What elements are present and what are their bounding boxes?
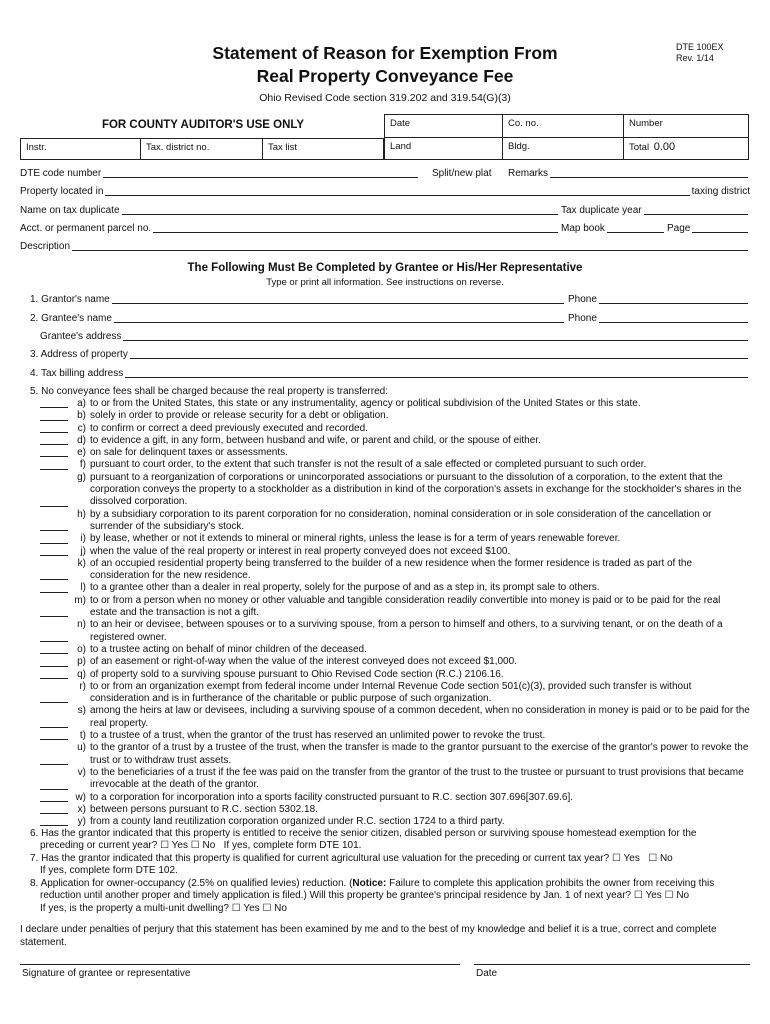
- exemption-letter: i): [80, 533, 86, 545]
- auditor-instr-cell[interactable]: [20, 138, 141, 160]
- exemption-text: to the beneficiaries of a trust if the fee was paid on the transfer from the grantor of the trust to the trustee or pursuant to trust provisions that became irrevocable at the death of the grantor.: [90, 766, 744, 791]
- exemption-text: to the grantor of a trust by a trustee of the trust, when the transfer is made to the grantor pursuant to the exercise of the grantor's power to revoke the trust or to withdraw trust assets.: [90, 742, 749, 766]
- exemption-text: to a trustee of a trust, when the grantor of the trust has reserved an unlimited power to revoke the trust.: [90, 730, 546, 742]
- exemption-item: [40, 619, 750, 644]
- exemption-item: [40, 595, 750, 620]
- map-book-label: Map book: [561, 223, 605, 234]
- exemption-letter: u): [77, 742, 86, 754]
- property-located-field[interactable]: [20, 186, 750, 198]
- dte-code-field[interactable]: [20, 168, 420, 180]
- exemption-text: to evidence a gift, in any form, between husband and wife, or parent and child, or the spouse of either.: [90, 434, 541, 446]
- form-id: [676, 42, 724, 64]
- question-8-no-checkbox[interactable]: ☐ No: [664, 890, 690, 902]
- exemption-letter: m): [74, 594, 86, 606]
- grantee-name-field[interactable]: [30, 313, 566, 325]
- exemption-checkmark-blank[interactable]: [40, 398, 71, 410]
- number-label: Number: [629, 118, 663, 129]
- exemption-text: to confirm or correct a deed previously executed and recorded.: [90, 422, 368, 434]
- exemption-item: [40, 767, 750, 792]
- exemption-item: [40, 644, 750, 656]
- exemption-letter: y): [77, 816, 86, 828]
- auditor-total-cell[interactable]: [624, 138, 749, 160]
- page-field[interactable]: [667, 223, 750, 235]
- tax-dup-year-label: Tax duplicate year: [561, 205, 642, 216]
- grantee-address-label: Grantee's address: [40, 331, 122, 342]
- exemption-checkmark-blank[interactable]: [40, 595, 71, 620]
- exemption-text: to a corporation for incorporation into a sports facility constructed pursuant to R.C. section 307.696[307.69.6].: [90, 791, 574, 803]
- grantor-phone-field[interactable]: [568, 294, 750, 306]
- exemption-item: [40, 459, 750, 471]
- tax-dup-year-field[interactable]: [561, 205, 750, 217]
- acct-parcel-field[interactable]: [20, 223, 560, 235]
- exemption-checkmark-blank[interactable]: [40, 804, 71, 816]
- exemption-text: of an occupied residential property being transferred to the builder of a new residence when the former residence is traded as part of the consideration for the new residence.: [90, 557, 693, 582]
- form-title-line1: Statement of Reason for Exemption From: [212, 43, 558, 63]
- exemption-item: [40, 705, 750, 730]
- property-located-label: Property located in: [20, 186, 104, 197]
- exemption-list: [40, 398, 750, 828]
- split-new-plat-label: Split/new plat: [432, 168, 492, 179]
- form-title-line2: Real Property Conveyance Fee: [256, 66, 514, 86]
- exemption-letter: r): [79, 680, 86, 692]
- question-8-residence-text: reduction until another proper and timely application is filed.) Will this property be grantee's principal residence by Jan. 1 of next year?: [40, 890, 632, 902]
- exemption-checkmark-blank[interactable]: [40, 410, 71, 422]
- question-6-yes-checkbox[interactable]: ☐ Yes: [160, 840, 188, 852]
- grantee-name-label: 2. Grantee's name: [30, 313, 112, 324]
- exemption-checkmark-blank[interactable]: [40, 742, 71, 767]
- auditor-bldg-cell[interactable]: [503, 138, 624, 160]
- exemption-letter: g): [77, 471, 86, 483]
- exemption-item: [40, 533, 750, 545]
- instr-label: Instr.: [26, 142, 47, 153]
- bldg-label: Bldg.: [508, 141, 530, 152]
- property-address-label: 3. Address of property: [30, 349, 128, 360]
- grantee-section-instructions: Type or print all information. See instructions on reverse.: [266, 277, 504, 288]
- exemption-letter: b): [77, 410, 86, 422]
- exemption-text: to a trustee acting on behalf of minor children of the deceased.: [90, 643, 367, 655]
- exemption-checkmark-blank[interactable]: [40, 423, 71, 435]
- exemption-text: when the value of the real property or interest in real property conveyed does not exceed $100.: [90, 545, 511, 557]
- question-7-no-checkbox[interactable]: ☐ No: [648, 853, 673, 864]
- exemption-item: [40, 546, 750, 558]
- date-label: Date: [390, 118, 411, 129]
- exemption-text: pursuant to court order, to the extent that such transfer is not the result of a sale effected or completed pursuant to such order.: [90, 459, 647, 471]
- question-7-note: If yes, complete form DTE 102.: [40, 865, 178, 877]
- auditor-land-cell[interactable]: [384, 138, 503, 160]
- signature-line[interactable]: [20, 964, 460, 965]
- signature-label: Signature of grantee or representative: [22, 968, 191, 979]
- auditor-section-title: FOR COUNTY AUDITOR'S USE ONLY: [101, 119, 305, 131]
- exemption-letter: p): [77, 656, 86, 668]
- form-subtitle: Ohio Revised Code section 319.202 and 319.54(G)(3): [259, 92, 511, 104]
- exemption-checkmark-blank[interactable]: [40, 656, 71, 668]
- exemption-text: between persons pursuant to R.C. section 5302.18.: [90, 803, 318, 815]
- total-label: Total: [629, 142, 650, 153]
- taxing-district-label: taxing district: [691, 186, 750, 197]
- auditor-tax-district-cell[interactable]: [141, 138, 263, 160]
- grantee-phone-label: Phone: [568, 313, 597, 324]
- description-field[interactable]: [20, 241, 750, 253]
- exemption-item: [40, 410, 750, 422]
- exemption-item: [40, 804, 750, 816]
- question-8-multiunit-text: If yes, is the property a multi-unit dwelling?: [40, 902, 229, 914]
- declaration-text: I declare under penalties of perjury that this statement has been examined by me and to the best of my knowledge and belief it is a true, correct and complete statement.: [20, 924, 717, 948]
- date-line[interactable]: [474, 964, 750, 965]
- exemption-text: solely in order to provide or release security for a debt or obligation.: [90, 410, 389, 422]
- exemption-item: [40, 447, 750, 459]
- exemption-item: [40, 398, 750, 410]
- remarks-field[interactable]: [508, 168, 750, 180]
- exemption-checkmark-blank[interactable]: [40, 644, 71, 656]
- exemption-item: [40, 509, 750, 534]
- exemption-checkmark-blank[interactable]: [40, 558, 71, 583]
- date-label: Date: [476, 968, 498, 979]
- exemption-checkmark-blank[interactable]: [40, 669, 71, 681]
- exemption-letter: j): [80, 545, 86, 557]
- tax-billing-address-field[interactable]: [30, 368, 750, 380]
- exemption-checkmark-blank[interactable]: [40, 767, 71, 792]
- exemption-checkmark-blank[interactable]: [40, 792, 71, 804]
- exemption-text: to a grantee other than a dealer in real property, solely for the purpose of and as a step in, its prompt sale to others.: [90, 582, 600, 594]
- total-value: 0.00: [653, 141, 676, 153]
- exemption-checkmark-blank[interactable]: [40, 447, 71, 459]
- land-label: Land: [390, 141, 412, 152]
- exemption-checkmark-blank[interactable]: [40, 435, 71, 447]
- name-on-tax-label: Name on tax duplicate: [20, 205, 120, 216]
- auditor-number-cell[interactable]: [624, 114, 749, 138]
- grantor-phone-label: Phone: [568, 294, 597, 305]
- exemption-letter: w): [75, 791, 86, 803]
- exemption-checkmark-blank[interactable]: [40, 459, 71, 471]
- exemption-letter: h): [77, 508, 86, 520]
- exemption-item: [40, 669, 750, 681]
- dte-code-label: DTE code number: [20, 168, 102, 179]
- exemption-letter: c): [77, 422, 86, 434]
- question-6-text: 6. Has the grantor indicated that this property is entitled to receive the senior citizen, disabled person or surviving spouse homestead exemption for the: [30, 828, 697, 839]
- auditor-co-no-cell[interactable]: [503, 114, 624, 138]
- exemption-letter: k): [77, 557, 86, 569]
- exemption-letter: q): [77, 668, 86, 680]
- exemption-item: [40, 582, 750, 594]
- exemption-text: by lease, whether or not it extends to mineral or mineral rights, unless the lease is for a term of years renewable forever.: [90, 533, 621, 545]
- question-6-prompt: preceding or current year?: [40, 840, 158, 852]
- exemption-item: [40, 472, 750, 509]
- acct-parcel-label: Acct. or permanent parcel no.: [20, 223, 152, 234]
- question-6: [30, 828, 748, 853]
- exemption-item: [40, 558, 750, 583]
- exemption-letter: t): [79, 730, 86, 742]
- question-6-note: If yes, complete form DTE 101.: [223, 840, 362, 852]
- exemption-letter: f): [79, 459, 86, 471]
- exemption-letter: l): [80, 582, 86, 594]
- exemption-letter: d): [77, 434, 86, 446]
- question-8-multiunit-no-checkbox[interactable]: ☐ No: [262, 902, 287, 914]
- question-8: [30, 878, 748, 915]
- exemption-text: to or from the United States, this state or any instrumentality, agency or political subdivision of the United States or this state.: [90, 398, 641, 409]
- exemption-item: [40, 423, 750, 435]
- exemption-letter: o): [77, 643, 86, 655]
- exemption-checkmark-blank[interactable]: [40, 472, 71, 509]
- exemption-letter: a): [77, 398, 86, 409]
- auditor-date-cell[interactable]: [384, 114, 503, 138]
- form-revision: Rev. 1/14: [676, 53, 714, 63]
- question-6-no-checkbox[interactable]: ☐ No: [190, 840, 216, 852]
- grantee-address-field[interactable]: [40, 331, 750, 343]
- exemption-checkmark-blank[interactable]: [40, 546, 71, 558]
- exemption-checkmark-blank[interactable]: [40, 509, 71, 534]
- exemption-letter: e): [77, 447, 86, 459]
- exemption-checkmark-blank[interactable]: [40, 582, 71, 594]
- exemption-item: [40, 435, 750, 447]
- tax-billing-address-label: 4. Tax billing address: [30, 368, 124, 379]
- exemption-text: of an easement or right-of-way when the value of the interest conveyed does not exceed $1,000.: [90, 656, 517, 668]
- question-7-text: 7. Has the grantor indicated that this property is qualified for current agricultural use valuation for the preceding or current tax year?: [30, 853, 610, 864]
- map-book-field[interactable]: [561, 223, 666, 235]
- name-on-tax-field[interactable]: [20, 205, 560, 217]
- exemption-letter: n): [77, 619, 86, 631]
- question-8-yes-checkbox[interactable]: ☐ Yes: [633, 890, 662, 902]
- description-label: Description: [20, 241, 71, 252]
- tax-district-label: Tax. district no.: [146, 142, 210, 153]
- exemption-text: of property sold to a surviving spouse pursuant to Ohio Revised Code section (R.C.) 2106.16.: [90, 668, 504, 680]
- co-no-label: Co. no.: [508, 118, 539, 129]
- exemption-text: among the heirs at law or devisees, including a surviving spouse of a common decedent, when no consideration in money is paid or to be paid for the real property.: [90, 705, 750, 729]
- exemption-item: [40, 816, 750, 828]
- exemption-checkmark-blank[interactable]: [40, 816, 71, 828]
- form-number: DTE 100EX: [676, 42, 724, 52]
- grantor-name-label: 1. Grantor's name: [30, 294, 110, 305]
- exemption-checkmark-blank[interactable]: [40, 730, 71, 742]
- tax-list-label: Tax list: [268, 142, 298, 153]
- exemption-item: [40, 681, 750, 706]
- auditor-tax-list-cell[interactable]: [263, 138, 384, 160]
- page-label: Page: [667, 223, 691, 234]
- exemption-letter: x): [77, 803, 86, 815]
- exemption-checkmark-blank[interactable]: [40, 681, 71, 706]
- exemption-text: to or from a person when no money or other valuable and tangible consideration readily convertible into money is paid or to be paid for the real estate and the transaction is not a gift.: [90, 594, 721, 619]
- exemption-item: [40, 742, 750, 767]
- exemption-text: from a county land reutilization corporation organized under R.C. section 1724 to a third party.: [90, 816, 505, 828]
- question-8-notice: Notice:: [352, 878, 387, 889]
- question-7: [30, 853, 748, 878]
- exemption-text: on sale for delinquent taxes or assessments.: [90, 447, 288, 459]
- exemption-text: to an heir or devisee, between spouses or to a surviving spouse, from a person to himself and others, to a surviving tenant, or on the death of a registered owner.: [90, 619, 723, 643]
- question-7-yes-checkbox[interactable]: ☐ Yes: [611, 853, 640, 864]
- property-address-field[interactable]: [30, 349, 750, 361]
- remarks-label: Remarks: [508, 168, 549, 179]
- question-8-multiunit-yes-checkbox[interactable]: ☐ Yes: [231, 902, 260, 914]
- exemption-text: by a subsidiary corporation to its parent corporation for no consideration, nominal consideration or in sole consideration of the cancellation or surrender of the subsidiary's stock.: [90, 508, 712, 532]
- exemption-item: [40, 792, 750, 804]
- grantee-section-title: The Following Must Be Completed by Grantee or His/Her Representative: [187, 262, 583, 274]
- exemption-checkmark-blank[interactable]: [40, 705, 71, 730]
- exemption-checkmark-blank[interactable]: [40, 619, 71, 644]
- exemption-checkmark-blank[interactable]: [40, 533, 71, 545]
- exemption-text: pursuant to a reorganization of corporations or unincorporated associations or pursuant to the dissolution of a corporation, to the extent that the corporation conveys the property to a stockholder as a distribution in kind of the corporation's assets in exchange for the stockholder's shares in the dissolved corporation.: [90, 471, 742, 508]
- exemption-item: [40, 656, 750, 668]
- question-8-text-a: 8. Application for owner-occupancy (2.5% on qualified levies) reduction. (: [30, 878, 353, 889]
- question-8-text-b: Failure to complete this application prohibits the owner from receiving this: [386, 878, 715, 889]
- exemption-text: to or from an organization exempt from federal income under Internal Revenue Code section 501(c)(3), provided such transfer is without consideration and is in furtherance of the charitable or public purpose of such organization.: [90, 680, 692, 705]
- exemption-letter: v): [77, 766, 86, 778]
- exemption-item: [40, 730, 750, 742]
- grantee-phone-field[interactable]: [568, 313, 750, 325]
- exemption-question-label: 5. No conveyance fees shall be charged because the real property is transferred:: [30, 386, 388, 397]
- exemption-letter: s): [77, 705, 86, 717]
- grantor-name-field[interactable]: [30, 294, 566, 306]
